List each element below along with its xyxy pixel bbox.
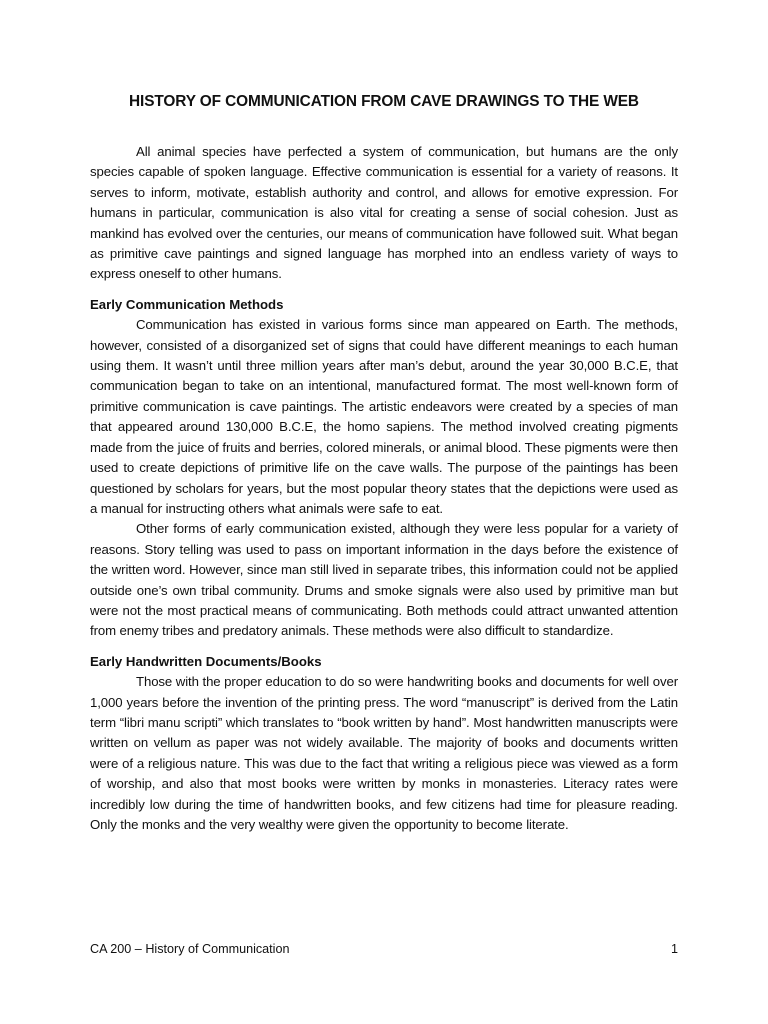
section-heading-handwritten-documents: Early Handwritten Documents/Books (90, 653, 322, 669)
page-footer (90, 940, 678, 958)
page-number: 1 (670, 942, 678, 956)
section-paragraph: Communication has existed in various forms since man appeared on Earth. The methods, however, consisted of a disorganized set of signs that could have different meanings to each human using them. It wasn’t until three million years after man’s debut, around the year 30,000 B.C.E, that communication began to take on an intentional, manufactured format. The most well-known form of primitive communication is cave paintings. The artistic endeavors were created by a species of man that appeared around 130,000 B.C.E, the homo sapiens. The method involved creating pigments made from the juice of fruits and berries, colored minerals, or animal blood. These pigments were then used to create depictions of primitive life on the cave walls. The purpose of the paintings has been questioned by scholars for years, but the most popular theory states that the depictions were used as a manual for instructing others what animals were safe to eat. (90, 317, 678, 516)
document-body (90, 92, 678, 835)
page-title: HISTORY OF COMMUNICATION FROM CAVE DRAWINGS TO THE WEB (129, 93, 639, 110)
intro-paragraph: All animal species have perfected a system of communication, but humans are the only species capable of spoken language. Effective communication is essential for a variety of reasons. It serves to inform, motivate, establish authority and control, and allows for emotive expression. For humans in particular, communication is also vital for creating a sense of social cohesion. Just as mankind has evolved over the centuries, our means of communication have followed suit. What began as primitive cave paintings and signed language has morphed into an endless variety of ways to express oneself to other humans. (90, 144, 678, 282)
section-paragraph: Other forms of early communication existed, although they were less popular for a variety of reasons. Story telling was used to pass on important information in the days before the existence of the written word. However, since man still lived in separate tribes, this information could not be applied outside one’s own tribal community. Drums and smoke signals were also used by primitive man but were not the most practical means of communicating. Both methods could attract unwanted attention from enemy tribes and predatory animals. These methods were also difficult to standardize. (90, 521, 678, 639)
footer-course-title: CA 200 – History of Communication (90, 942, 290, 956)
section-paragraph: Those with the proper education to do so were handwriting books and documents for well over 1,000 years before the invention of the printing press. The word “manuscript” is derived from the Latin term “libri manu scripti” which translates to “book written by hand”. Most handwritten manuscripts were written on vellum as paper was not widely available. The majority of books and documents written were of a religious nature. This was due to the fact that writing a religious piece was viewed as a form of worship, and also that most books were written by monks in monasteries. Literacy rates were incredibly low during the time of handwritten books, and few citizens had time for pleasure reading. Only the monks and the very wealthy were given the opportunity to become literate. (90, 674, 678, 832)
section-heading-early-communication: Early Communication Methods (90, 296, 284, 312)
